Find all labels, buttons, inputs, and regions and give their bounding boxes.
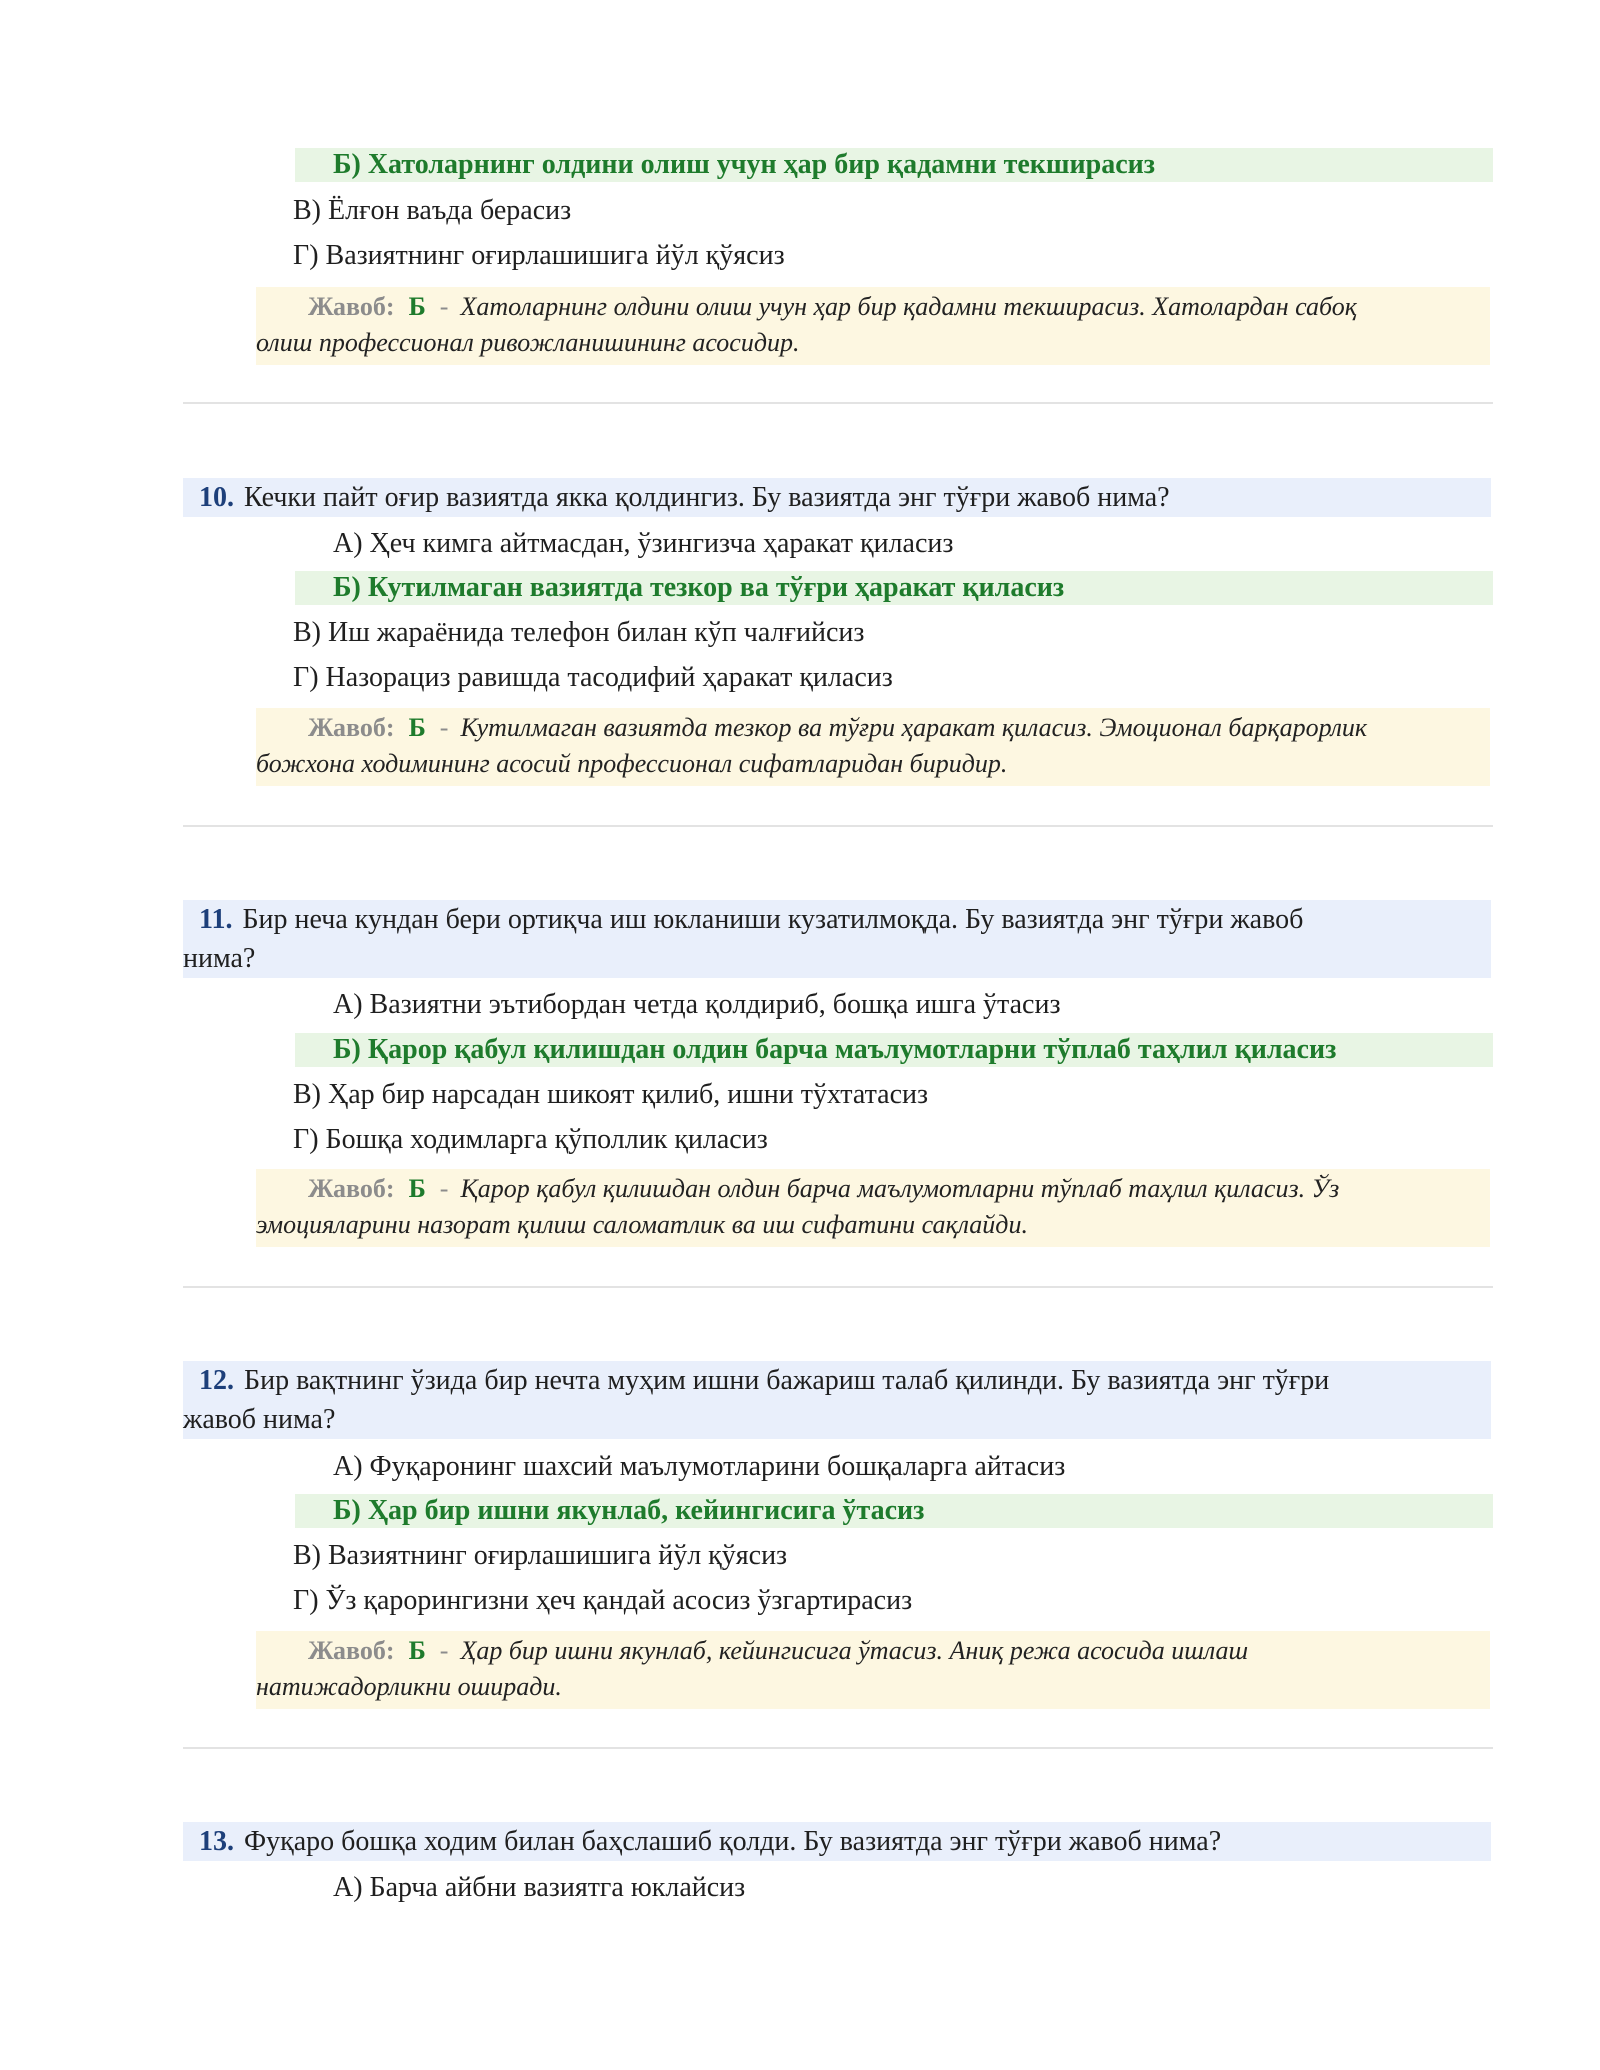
answer-key: Б: [408, 713, 426, 742]
question-text: Бир неча кундан бери ортиқча иш юкланиши кузатилмоқда. Бу вазиятда энг тўғри жавоб: [242, 904, 1304, 935]
answer-key: Б: [408, 292, 426, 321]
answer-dash: -: [439, 1636, 449, 1665]
answer-text: Кутилмаган вазиятда тезкор ва тўғри ҳаракат қиласиз. Эмоционал барқарорлик: [460, 713, 1368, 742]
question-number: 13.: [199, 1826, 234, 1857]
option-a: А) Вазиятни эътибордан четда қолдириб, бошқа ишга ўтасиз: [333, 989, 1061, 1020]
correct-option: Б) Қарор қабул қилишдан олдин барча маълумотларни тўплаб таҳлил қиласиз: [295, 1033, 1493, 1067]
correct-option: Б) Хатоларнинг олдини олиш учун ҳар бир қадамни текширасиз: [295, 148, 1493, 182]
answer-label: Жавоб:: [308, 1636, 395, 1665]
option-g: Г) Вазиятнинг оғирлашишига йўл қўясиз: [293, 240, 785, 271]
option-v: В) Ҳар бир нарсадан шикоят қилиб, ишни тўхтатасиз: [293, 1079, 929, 1110]
answer-dash: -: [439, 713, 449, 742]
answer-box: [256, 1169, 1490, 1247]
question-header: [183, 900, 1491, 978]
answer-text-cont: олиш профессионал ривожланишининг асосидир.: [256, 328, 800, 357]
option-g: Г) Бошқа ходимларга қўполлик қиласиз: [293, 1124, 768, 1155]
answer-text-cont: божхона ходимининг асосий профессионал сифатларидан биридир.: [256, 749, 1008, 778]
question-number: 10.: [199, 482, 234, 513]
answer-box: [256, 287, 1490, 365]
option-a: А) Барча айбни вазиятга юклайсиз: [333, 1872, 746, 1903]
correct-option: Б) Кутилмаган вазиятда тезкор ва тўғри ҳаракат қиласиз: [295, 571, 1493, 605]
answer-text-cont: эмоцияларини назорат қилиш саломатлик ва иш сифатини сақлайди.: [256, 1210, 1028, 1239]
answer-box: [256, 1631, 1490, 1709]
answer-dash: -: [439, 1174, 449, 1203]
answer-label: Жавоб:: [308, 713, 395, 742]
answer-text: Қарор қабул қилишдан олдин барча маълумотларни тўплаб таҳлил қиласиз. Ўз: [460, 1174, 1340, 1203]
divider: [183, 825, 1493, 827]
correct-option: Б) Ҳар бир ишни якунлаб, кейингисига ўтасиз: [295, 1494, 1493, 1528]
question-number: 12.: [199, 1365, 234, 1396]
answer-box: [256, 708, 1490, 786]
option-v: В) Иш жараёнида телефон билан кўп чалғийсиз: [293, 617, 865, 648]
question-text-cont: жавоб нима?: [183, 1404, 336, 1435]
question-header: [183, 1361, 1491, 1439]
option-v: В) Вазиятнинг оғирлашишига йўл қўясиз: [293, 1540, 788, 1571]
option-g: Г) Назорациз равишда тасодифий ҳаракат қиласиз: [293, 662, 893, 693]
question-number: 11.: [199, 904, 233, 935]
answer-text: Ҳар бир ишни якунлаб, кейингисига ўтасиз. Аниқ режа асосида ишлаш: [460, 1636, 1249, 1665]
question-header: [183, 1822, 1491, 1861]
question-text-cont: нима?: [183, 943, 256, 974]
divider: [183, 1747, 1493, 1749]
answer-key: Б: [408, 1636, 426, 1665]
option-v: В) Ёлғон ваъда берасиз: [293, 195, 572, 226]
answer-label: Жавоб:: [308, 292, 395, 321]
option-a: А) Ҳеч кимга айтмасдан, ўзингизча ҳаракат қиласиз: [333, 528, 954, 559]
question-text: Фуқаро бошқа ходим билан баҳслашиб қолди. Бу вазиятда энг тўғри жавоб нима?: [244, 1826, 1222, 1857]
question-text: Бир вақтнинг ўзида бир нечта муҳим ишни бажариш талаб қилинди. Бу вазиятда энг тўғри: [244, 1365, 1330, 1396]
answer-label: Жавоб:: [308, 1174, 395, 1203]
question-header: [183, 478, 1491, 517]
option-g: Г) Ўз қарорингизни ҳеч қандай асосиз ўзгартирасиз: [293, 1585, 913, 1616]
divider: [183, 1286, 1493, 1288]
question-text: Кечки пайт оғир вазиятда якка қолдингиз. Бу вазиятда энг тўғри жавоб нима?: [244, 482, 1170, 513]
answer-text-cont: натижадорликни оширади.: [256, 1672, 562, 1701]
answer-dash: -: [439, 292, 449, 321]
divider: [183, 402, 1493, 404]
answer-key: Б: [408, 1174, 426, 1203]
answer-text: Хатоларнинг олдини олиш учун ҳар бир қадамни текширасиз. Хатолардан сабоқ: [460, 292, 1357, 321]
option-a: А) Фуқаронинг шахсий маълумотларини бошқаларга айтасиз: [333, 1451, 1066, 1482]
